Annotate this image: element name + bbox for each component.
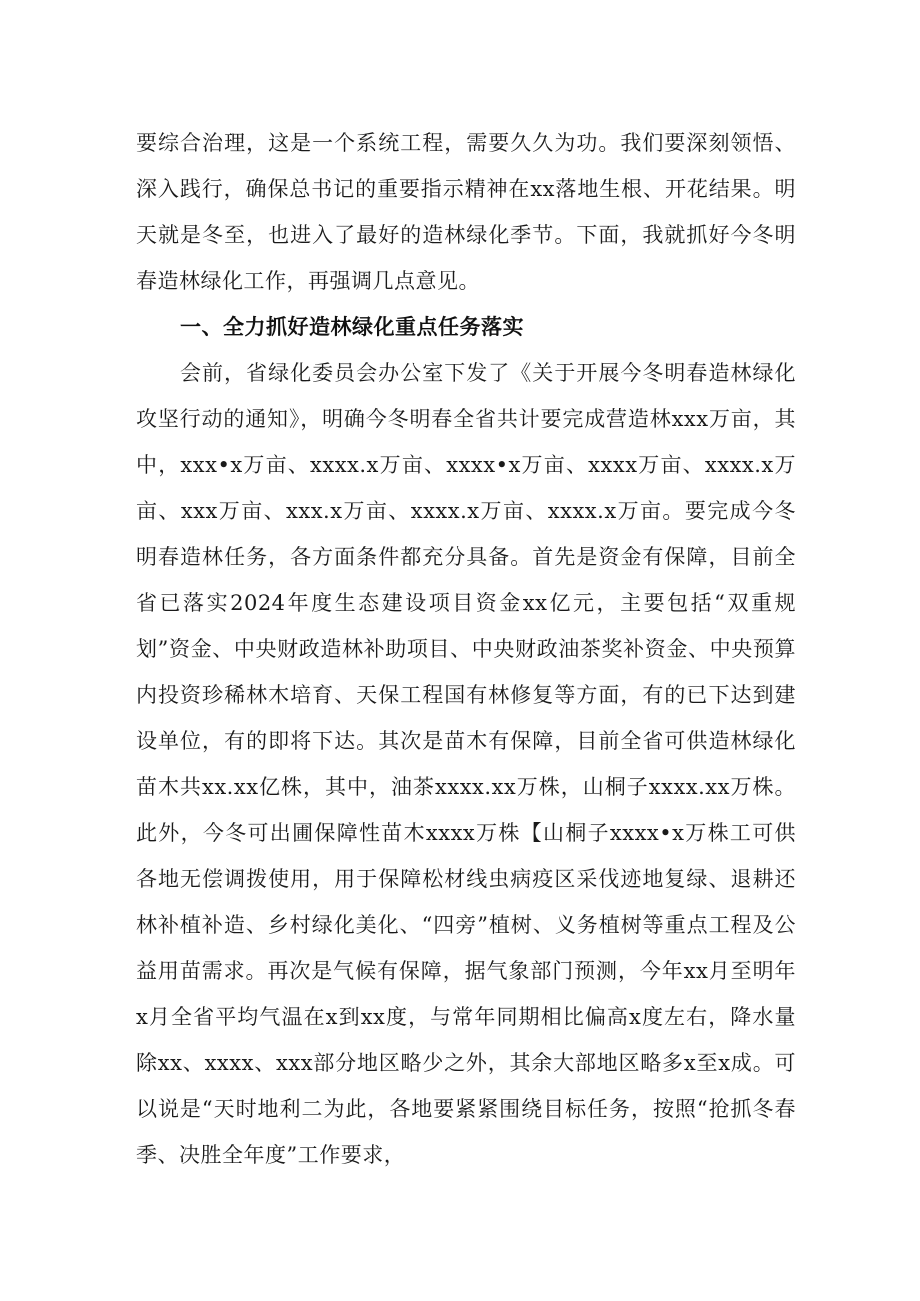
section-heading: 一、全力抓好造林绿化重点任务落实 xyxy=(180,315,524,339)
body-paragraph-continued: 要综合治理，这是一个系统工程，需要久久为功。我们要深刻领悟、深入践行，确保总书记的重要指示精神在xx落地生根、开花结果。明天就是冬至，也进入了最好的造林绿化季节。下面，我就抓好今冬明春造林绿化工作，再强调几点意见。 xyxy=(136,131,796,293)
document-body xyxy=(136,120,796,1178)
body-paragraph: 会前，省绿化委员会办公室下发了《关于开展今冬明春造林绿化攻坚行动的通知》，明确今冬明春全省共计要完成营造林xxx万亩，其中，xxx•x万亩、xxxx.x万亩、xxxx•x万亩、xxxx万亩、xxxx.x万亩、xxx万亩、xxx.x万亩、xxxx.x万亩、xxxx.x万亩。要完成今冬明春造林任务，各方面条件都充分具备。首先是资金有保障，目前全省已落实2024年度生态建设项目资金xx亿元，主要包括“双重规划”资金、中央财政造林补助项目、中央财政油茶奖补资金、中央预算内投资珍稀林木培育、天保工程国有林修复等方面，有的已下达到建设单位，有的即将下达。其次是苗木有保障，目前全省可供造林绿化苗木共xx.xx亿株，其中，油茶xxxx.xx万株，山桐子xxxx.xx万株。此外，今冬可出圃保障性苗木xxxx万株【山桐子xxxx•x万株工可供各地无偿调拨使用，用于保障松材线虫病疫区采伐迹地复绿、退耕还林补植补造、乡村绿化美化、“四旁”植树、义务植树等重点工程及公益用苗需求。再次是气候有保障，据气象部门预测，今年xx月至明年x月全省平均气温在x到xx度，与常年同期相比偏高x度左右，降水量除xx、xxxx、xxx部分地区略少之外，其余大部地区略多x至x成。可以说是“天时地利二为此，各地要紧紧围绕目标任务，按照“抢抓冬春季、决胜全年度”工作要求， xyxy=(136,361,796,1167)
